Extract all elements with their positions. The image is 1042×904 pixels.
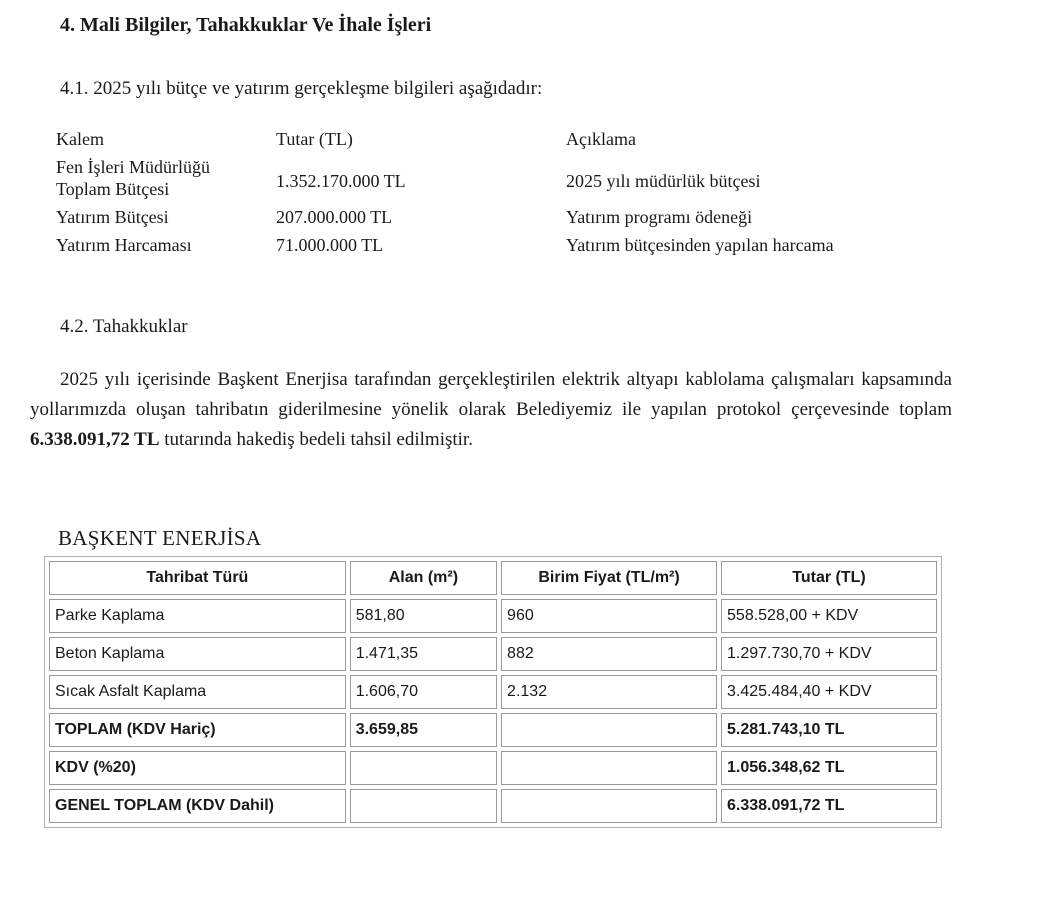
damage-table — [44, 556, 942, 828]
budget-item-line1: Fen İşleri Müdürlüğü — [56, 157, 210, 177]
table-row — [49, 675, 937, 709]
budget-item: Yatırım Harcaması — [56, 235, 192, 255]
cell-unit-price — [501, 751, 717, 785]
cell-area: 1.606,70 — [350, 675, 497, 709]
budget-amount: 1.352.170.000 TL — [276, 171, 406, 191]
cell-amount: 5.281.743,10 TL — [721, 713, 937, 747]
table-row-total — [49, 713, 937, 747]
cell-type: GENEL TOPLAM (KDV Dahil) — [49, 789, 346, 823]
cell-area — [350, 789, 497, 823]
budget-subtitle: 4.1. 2025 yılı bütçe ve yatırım gerçekleşme bilgileri aşağıdadır: — [60, 78, 543, 99]
budget-amount: 71.000.000 TL — [276, 235, 384, 255]
budget-item — [56, 156, 266, 200]
cell-amount: 558.528,00 + KDV — [721, 599, 937, 633]
paragraph-amount: 6.338.091,72 TL — [30, 429, 160, 450]
budget-desc: Yatırım programı ödeneği — [566, 207, 753, 227]
cell-unit-price — [501, 789, 717, 823]
cell-amount: 1.056.348,62 TL — [721, 751, 937, 785]
paragraph-text-before: 2025 yılı içerisinde Başkent Enerjisa tarafından gerçekleştirilen elektrik altyapı kablolama çalışmaları kapsamında yollarımızda oluşan tahribatın giderilmesine yönelik olarak Belediyemiz ile yapılan protokol çerçevesinde toplam — [30, 369, 952, 420]
cell-type: Beton Kaplama — [49, 637, 346, 671]
budget-desc: 2025 yılı müdürlük bütçesi — [566, 171, 761, 191]
header-damage-type: Tahribat Türü — [49, 561, 346, 595]
budget-header-desc: Açıklama — [566, 129, 636, 149]
cell-amount: 6.338.091,72 TL — [721, 789, 937, 823]
budget-desc: Yatırım bütçesinden yapılan harcama — [566, 235, 834, 255]
cell-area: 3.659,85 — [350, 713, 497, 747]
budget-item-line2: Toplam Bütçesi — [56, 179, 170, 199]
cell-area: 581,80 — [350, 599, 497, 633]
damage-table-header-row — [49, 561, 937, 595]
cell-unit-price: 960 — [501, 599, 717, 633]
budget-header-amount: Tutar (TL) — [276, 129, 353, 149]
table-row — [49, 599, 937, 633]
header-amount: Tutar (TL) — [721, 561, 937, 595]
cell-amount: 3.425.484,40 + KDV — [721, 675, 937, 709]
cell-type: Parke Kaplama — [49, 599, 346, 633]
cell-unit-price: 2.132 — [501, 675, 717, 709]
budget-header-item: Kalem — [56, 129, 104, 149]
table-row-grand-total — [49, 789, 937, 823]
cell-area — [350, 751, 497, 785]
cell-unit-price: 882 — [501, 637, 717, 671]
accruals-paragraph — [30, 365, 952, 455]
header-area: Alan (m²) — [350, 561, 497, 595]
header-unit-price: Birim Fiyat (TL/m²) — [501, 561, 717, 595]
cell-type: Sıcak Asfalt Kaplama — [49, 675, 346, 709]
cell-type: TOPLAM (KDV Hariç) — [49, 713, 346, 747]
table-row — [49, 637, 937, 671]
paragraph-text-after: tutarında hakediş bedeli tahsil edilmiştir. — [159, 429, 473, 450]
cell-type: KDV (%20) — [49, 751, 346, 785]
company-label: BAŞKENT ENERJİSA — [58, 526, 262, 550]
accruals-subtitle: 4.2. Tahakkuklar — [60, 316, 188, 337]
section-title: 4. Mali Bilgiler, Tahakkuklar Ve İhale İşleri — [60, 14, 432, 36]
cell-unit-price — [501, 713, 717, 747]
cell-amount: 1.297.730,70 + KDV — [721, 637, 937, 671]
budget-item: Yatırım Bütçesi — [56, 207, 169, 227]
budget-amount: 207.000.000 TL — [276, 207, 393, 227]
cell-area: 1.471,35 — [350, 637, 497, 671]
table-row-vat — [49, 751, 937, 785]
